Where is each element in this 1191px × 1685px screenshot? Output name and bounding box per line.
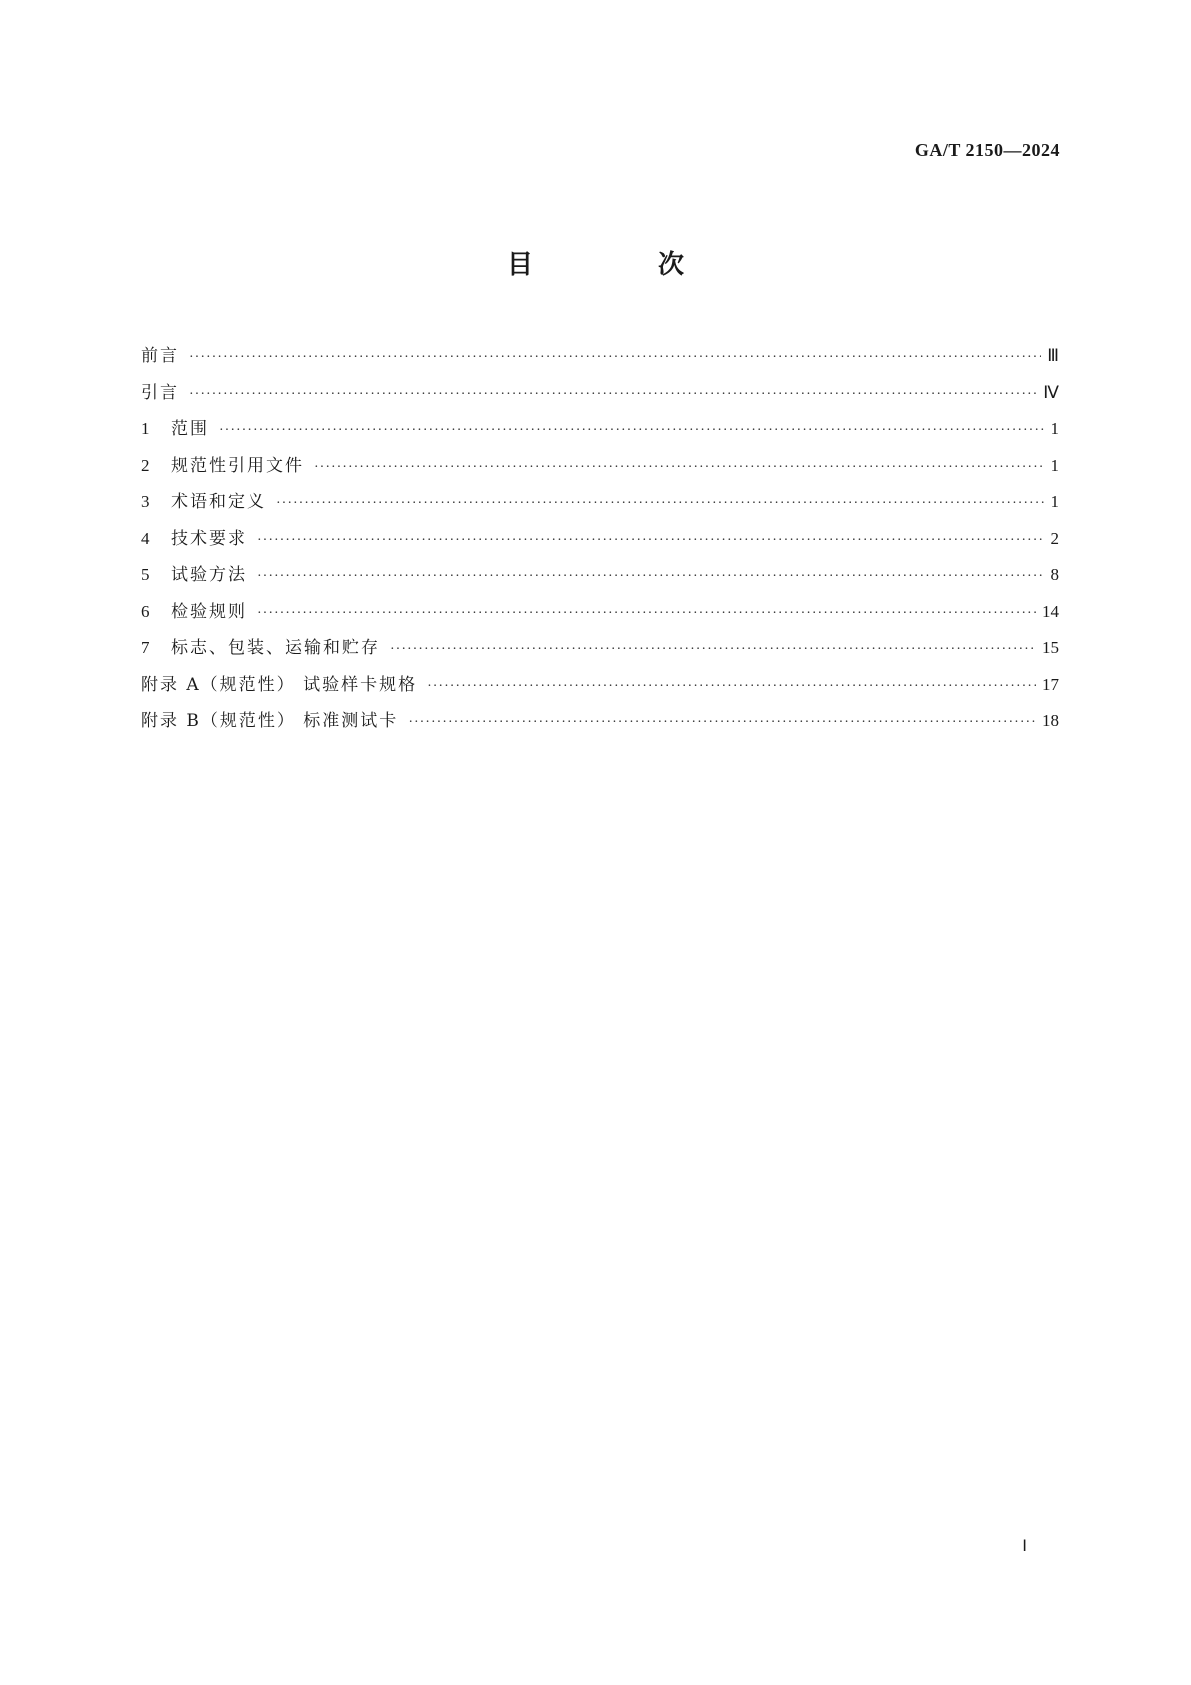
toc-dot-leader <box>189 340 1041 377</box>
toc-entry-page: 1 <box>1050 492 1059 511</box>
toc-entry-introduction[interactable] <box>141 375 1059 412</box>
toc-entry-page: 1 <box>1050 419 1059 438</box>
toc-entry-normative-references[interactable] <box>141 448 1059 485</box>
toc-entry-page: 18 <box>1042 711 1059 730</box>
toc-entry-test-methods[interactable] <box>141 557 1059 594</box>
toc-entry-label: 前言 <box>141 346 179 366</box>
toc-entry-page: 17 <box>1042 674 1059 694</box>
toc-entry-terms-definitions[interactable] <box>141 484 1059 521</box>
toc-entry-page: 14 <box>1042 601 1059 621</box>
toc-entry-label: 试验方法 <box>171 565 247 585</box>
toc-entry-number: 2 <box>141 455 150 475</box>
toc-dot-leader <box>427 669 1036 706</box>
toc-entry-page: 2 <box>1050 528 1059 548</box>
toc-entry-appendix-a[interactable] <box>141 667 1059 704</box>
toc-entry-page: Ⅳ <box>1043 382 1059 402</box>
toc-entry-page: Ⅲ <box>1047 346 1059 365</box>
toc-entry-label: 附录 A（规范性） 试验样卡规格 <box>141 674 418 695</box>
toc-entry-label: 术语和定义 <box>171 492 266 512</box>
toc-entry-scope[interactable] <box>141 411 1059 448</box>
toc-dot-leader <box>219 413 1045 450</box>
toc-dot-leader <box>257 559 1045 596</box>
toc-entry-label: 范围 <box>171 419 209 439</box>
toc-dot-leader <box>390 632 1036 669</box>
toc-dot-leader <box>276 486 1045 523</box>
standard-code: GA/T 2150—2024 <box>914 140 1060 160</box>
toc-entry-label: 标志、包装、运输和贮存 <box>171 638 380 658</box>
toc-entry-label: 引言 <box>141 382 179 403</box>
toc-dot-leader <box>189 377 1037 414</box>
toc-entry-foreword[interactable] <box>141 338 1059 375</box>
toc-entry-number: 1 <box>141 419 150 438</box>
page-title: 目 次 <box>506 250 743 280</box>
page-number: Ⅰ <box>1022 1538 1027 1555</box>
toc-dot-leader <box>408 705 1036 742</box>
toc-entry-number: 6 <box>141 601 150 621</box>
toc-entry-label: 检验规则 <box>171 601 247 622</box>
toc-dot-leader <box>314 450 1045 487</box>
toc-entry-technical-requirements[interactable] <box>141 521 1059 558</box>
toc-entry-number: 4 <box>141 528 150 548</box>
table-of-contents <box>141 338 1059 740</box>
toc-entry-marking-packaging[interactable] <box>141 630 1059 667</box>
toc-dot-leader <box>257 596 1036 633</box>
toc-entry-number: 3 <box>141 492 150 511</box>
toc-entry-number: 7 <box>141 638 150 657</box>
toc-entry-page: 15 <box>1042 638 1059 657</box>
toc-entry-number: 5 <box>141 565 150 584</box>
toc-entry-label: 附录 B（规范性） 标准测试卡 <box>141 711 399 731</box>
toc-entry-label: 技术要求 <box>171 528 247 549</box>
toc-entry-label: 规范性引用文件 <box>171 455 304 476</box>
toc-entry-page: 1 <box>1050 455 1059 475</box>
toc-entry-page: 8 <box>1050 565 1059 584</box>
toc-dot-leader <box>257 523 1045 560</box>
toc-entry-appendix-b[interactable] <box>141 703 1059 740</box>
toc-entry-inspection-rules[interactable] <box>141 594 1059 631</box>
